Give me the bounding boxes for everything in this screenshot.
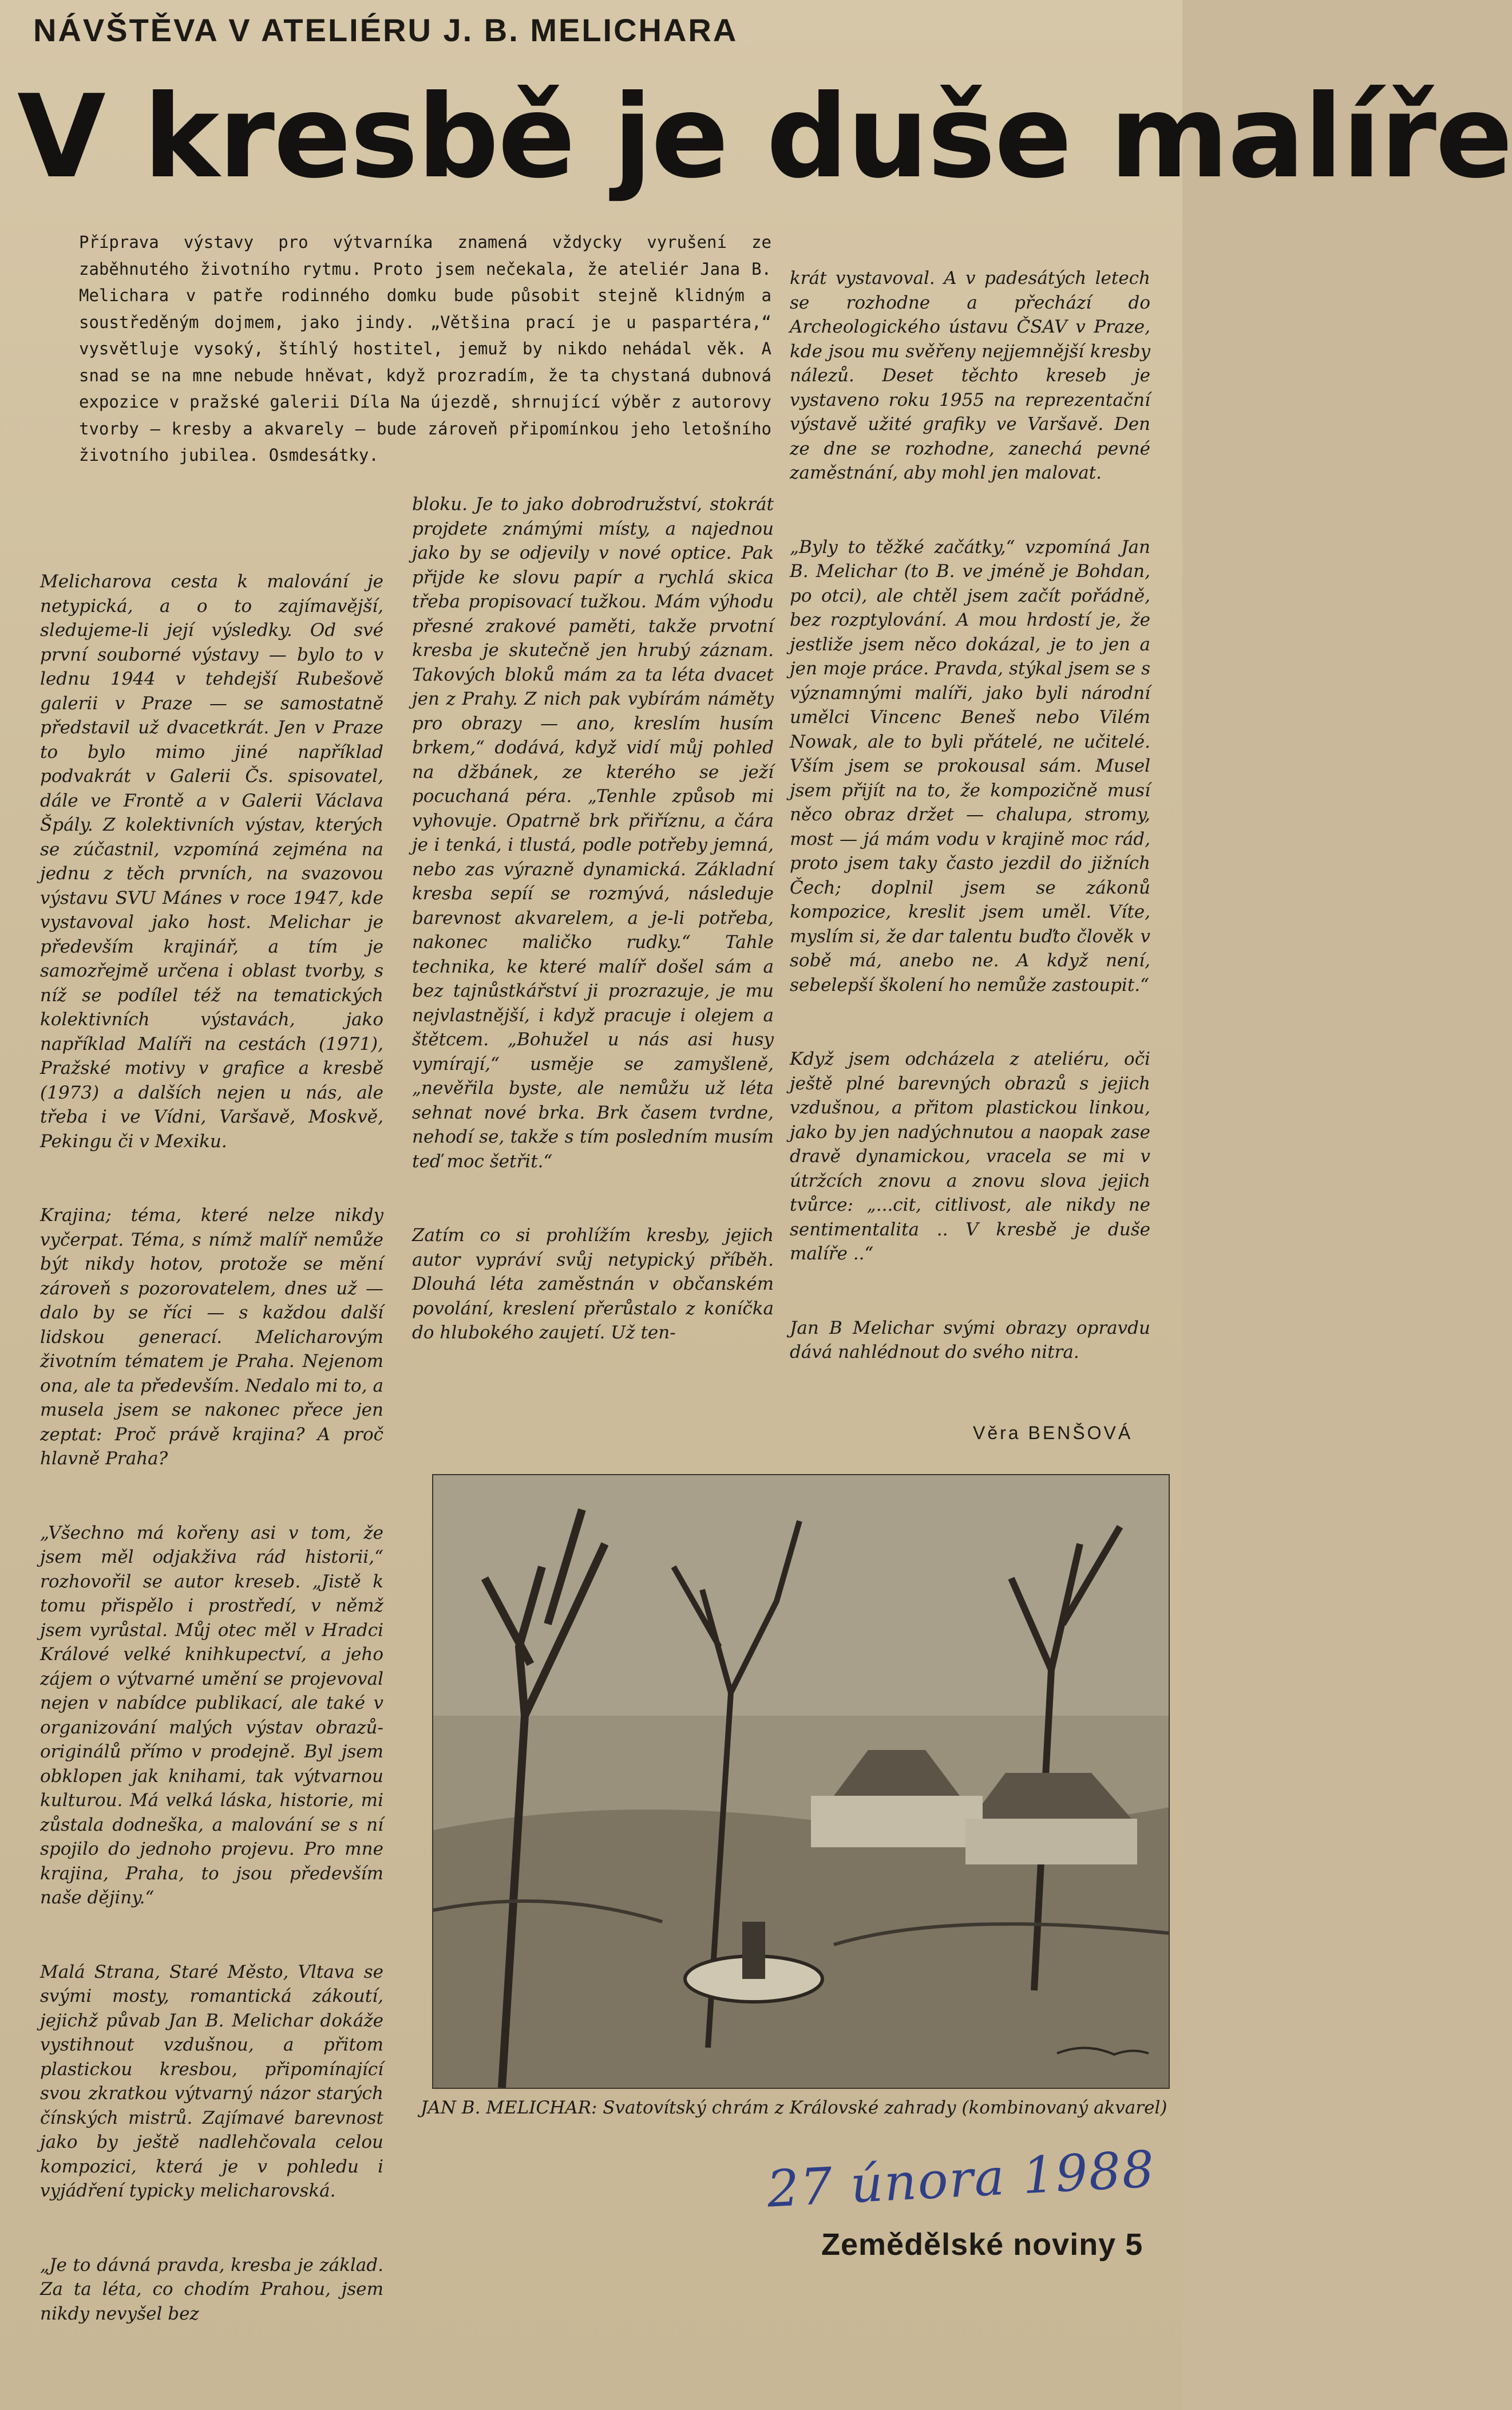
kicker-heading: NÁVŠTĚVA V ATELIÉRU J. B. MELICHARA [33,12,738,48]
paragraph: „Je to dávná pravda, kresba je základ. Za ta léta, co chodím Prahou, jsem nikdy nevyšel bez [40,2254,389,2324]
artwork-reproduction [432,1474,1170,2089]
newspaper-masthead: Zemědělské noviny 5 [821,2227,1143,2262]
article-column-1 [40,521,389,2376]
article-column-3 [790,218,1156,1415]
paragraph: bloku. Je to jako dobrodružství, stokrát projdete známými místy, a najednou jako by se odjevily v nové optice. Pak přijde ke slovu papír a rychlá skica třeba propisovací tužkou. Mám výhodu přesné zrakové paměti, takže prvotní kresba je skutečně jen hrubý záznam. Takových bloků mám za ta léta dvacet jen z Prahy. Z nich pak vybírám náměty pro obrazy — ano, kreslím husím brkem,“ dodává, když vidí můj pohled na džbánek, ze kterého se ježí pocuchaná péra. „Tenhle způsob mi vyhovuje. Opatrně brk přiříznu, a čára je i tenká, i tlustá, podle potřeby jemná, nebo zas výrazně dynamická. Základní kresba sepíí se rozmývá, následuje barevnost akvarelem, a je-li potřeba, nakonec maličko rudky.“ Tahle technika, ke které malíř došel sám a bez tajnůstkářství ji prozrazuje, je mu nejvlastnější, i když pracuje i olejem a štětcem. „Bohužel u nás asi husy vymírají,“ usměje se zamyšleně, „nevěřila byste, ale nemůžu už léta sehnat nové brka. Brk časem tvrdne, nehodí se, takže s tím posledním musím teď moc šetřit.“ [412,494,779,1172]
headline: V kresbě je duše malíře [17,70,1512,204]
paragraph: Zatím co si prohlížím kresby, jejich autor vypráví svůj netypický příběh. Dlouhá léta zaměstnán v občanském povolání, kreslení přerůstalo z koníčka do hlubokého zaujetí. Už ten- [412,1225,779,1343]
paragraph: „Byly to těžké začátky,“ vzpomíná Jan B. Melichar (to B. ve jméně je Bohdan, po otci), ale chtěl jsem začít pořádně, bez rozptylování. A mou hrdostí je, že jestliže jsem něco dokázal, je to jen a jen moje práce. Pravda, stýkal jsem se s významnými malíři, jako byli národní umělci Vincenc Beneš nebo Vilém Nowak, ale to byli přátelé, ne učitelé. Vším jsem se prokousal sám. Musel jsem přijít na to, že kompozičně musí něco obraz držet — chalupa, stromy, most — já mám vodu v krajině moc rád, proto jsem taky často jezdil do jižních Čech; doplnil jsem se zákonů kompozice, kreslit jsem uměl. Víte, myslím si, že dar talentu buďto člověk v sobě má, anebo ne. A když není, sebelepší školení ho nemůže zastoupit.“ [790,536,1156,995]
paragraph: Malá Strana, Staré Město, Vltava se svými mosty, romantická zákoutí, jejichž půvab Jan B. Melichar dokáže vystihnout vzdušnou, a přitom plastickou kresbou, připomínající svou zkratkou výtvarný názor starých čínských mistrů. Zajímavé barevnost jako by ještě nadlehčovala celou kompozici, která je v pohledu i vyjádření typicky melicharovská. [40,1961,389,2201]
author-signature: Věra BENŠOVÁ [973,1423,1133,1443]
paragraph: Když jsem odcházela z ateliéru, oči ještě plné barevných obrazů s jejich vzdušnou, a přitom plastickou linkou, jako by jen nadýchnutou a naopak zase dravě dynamickou, vracela se mi v útržcích znovu a znovu slova jejich tvůrce: „...cit, citlivost, ale nikdy ne sentimentalita .. V kresbě je duše malíře ..“ [790,1049,1156,1264]
paragraph: Melicharova cesta k malování je netypická, a o to zajímavější, sledujeme-li její výsledky. Od své první souborné výstavy — bylo to v lednu 1944 v tehdejší Rubešově galerii v Praze — se samostatně představil už dvacetkrát. Jen v Praze to bylo mimo jiné například podvakrát v Galerii Čs. spisovatel, dále ve Frontě a v Galerii Václava Špály. Z kolektivních výstav, kterých se zúčastnil, vzpomíná zejména na jednu z těch prvních, na svazovou výstavu SVU Mánes v roce 1947, kde vystavoval jako host. Melichar je především krajinář, a tím je samozřejmě určena i oblast tvorby, s níž se podílel též na tematických kolektivních výstavách, jako například Malíři na cestách (1971), Pražské motivy v grafice a kresbě (1973) a dalších nejen u nás, ale třeba i ve Vídni, Varšavě, Moskvě, Pekingu či v Mexiku. [40,571,389,1152]
lead-paragraph: Příprava výstavy pro výtvarníka znamená vždycky vyrušení ze zaběhnutého životního rytmu. Proto jsem nečekala, že ateliér Jana B. Melichara v patře rodinného domku bude působit stejně klidným a soustředěným dojmem, jako jindy. „Většina prací je u paspartéra,“ vysvětluje vysoký, štíhlý hostitel, jemuž by nikdo nehádal věk. A snad se na mne nebude hněvat, když prozradím, že ta chystaná dubnová expozice v pražské galerii Díla Na újezdě, shrnující výběr z autorovy tvorby — kresby a akvarely — bude zároveň připomínkou jeho letošního životního jubilea. Osmdesátky. [79,232,771,465]
paragraph: „Všechno má kořeny asi v tom, že jsem měl odjakživa rád historii,“ rozhovořil se autor kreseb. „Jistě k tomu přispělo i prostředí, v němž jsem vyrůstal. Můj otec měl v Hradci Králové velké knihkupectví, a jeho zájem o výtvarné umění se projevoval nejen v nabídce publikací, ale také v organizování malých výstav obrazů-originálů přímo v prodejně. Byl jsem obklopen jak knihami, tak výtvarnou kulturou. Má velká láska, historie, mi zůstala dodneška, a malování se s ní spojilo do jednoho projevu. Pro mne krajina, Praha, to jsou především naše dějiny.“ [40,1522,389,1908]
artwork-sketch [433,1475,1169,2088]
paragraph: Krajina; téma, které nelze nikdy vyčerpat. Téma, s nímž malíř nemůže být nikdy hotov, protože se mění zároveň s pozorovatelem, dnes už — dalo by se říci — s každou další lidskou generací. Melicharovým životním tématem je Praha. Nejenom ona, ale ta především. Nedalo mi to, a musela jsem se nakonec přece jen zeptat: Proč právě krajina? A proč hlavně Praha? [40,1205,389,1469]
photo-caption: JAN B. MELICHAR: Svatovítský chrám z Královské zahrady (kombinovaný akvarel) [421,2097,1167,2118]
paragraph: Jan B Melichar svými obrazy opravdu dává nahlédnout do svého nitra. [790,1317,1156,1362]
article-column-2 [412,444,779,1395]
handwritten-date: 27 února 1988 [765,2139,1157,2219]
paragraph: krát vystavoval. A v padesátých letech se rozhodne a přechází do Archeologického ústavu ČSAV v Praze, kde jsou mu svěřeny nejjemnější kresby nálezů. Deset těchto kreseb je vystaveno roku 1955 na reprezentační výstavě užité grafiky ve Varšavě. Den ze dne se rozhodne, zanechá pevné zaměstnání, aby mohl jen malovat. [790,268,1156,483]
